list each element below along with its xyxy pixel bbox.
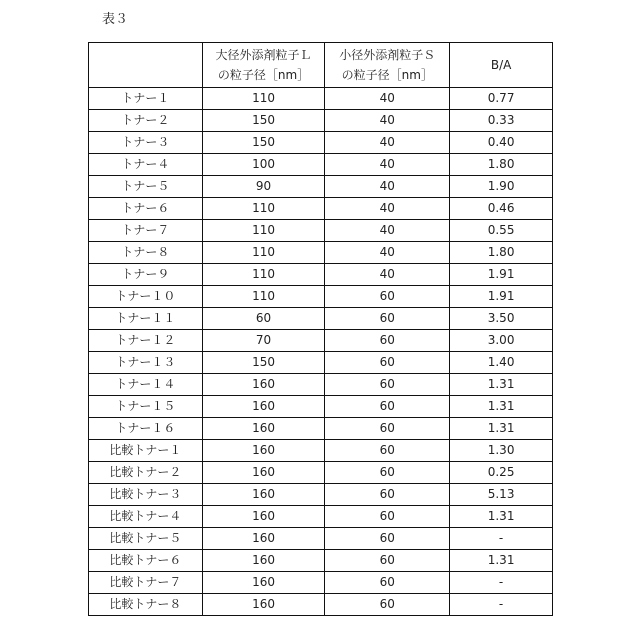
large-diameter-cell: 160 — [202, 418, 325, 440]
small-diameter-cell: 40 — [325, 154, 450, 176]
small-diameter-cell: 40 — [325, 176, 450, 198]
ratio-cell: 3.00 — [450, 330, 553, 352]
toner-name-cell: トナー５ — [89, 176, 203, 198]
table-row — [89, 330, 553, 352]
large-diameter-cell: 160 — [202, 462, 325, 484]
table-row — [89, 594, 553, 616]
ratio-cell: 1.31 — [450, 418, 553, 440]
toner-name-cell: トナー１０ — [89, 286, 203, 308]
toner-name-cell: 比較トナー１ — [89, 440, 203, 462]
ratio-cell: 1.90 — [450, 176, 553, 198]
header-ratio: B/A — [450, 43, 553, 88]
header-line: 小径外添剤粒子Ｓ — [325, 45, 449, 65]
small-diameter-cell: 40 — [325, 88, 450, 110]
table-row — [89, 286, 553, 308]
header-empty — [89, 43, 203, 88]
ratio-cell: - — [450, 594, 553, 616]
small-diameter-cell: 60 — [325, 462, 450, 484]
toner-name-cell: 比較トナー４ — [89, 506, 203, 528]
table-row — [89, 396, 553, 418]
small-diameter-cell: 60 — [325, 484, 450, 506]
large-diameter-cell: 160 — [202, 374, 325, 396]
small-diameter-cell: 60 — [325, 308, 450, 330]
ratio-cell: - — [450, 572, 553, 594]
header-line: の粒子径［nm］ — [325, 65, 449, 85]
ratio-cell: 1.91 — [450, 264, 553, 286]
small-diameter-cell: 60 — [325, 396, 450, 418]
toner-name-cell: 比較トナー８ — [89, 594, 203, 616]
ratio-cell: 3.50 — [450, 308, 553, 330]
large-diameter-cell: 110 — [202, 286, 325, 308]
small-diameter-cell: 40 — [325, 132, 450, 154]
ratio-cell: 1.31 — [450, 396, 553, 418]
large-diameter-cell: 110 — [202, 198, 325, 220]
toner-name-cell: トナー２ — [89, 110, 203, 132]
small-diameter-cell: 40 — [325, 198, 450, 220]
ratio-cell: 1.31 — [450, 374, 553, 396]
table-row — [89, 132, 553, 154]
toner-name-cell: トナー１１ — [89, 308, 203, 330]
table-row — [89, 154, 553, 176]
toner-name-cell: トナー３ — [89, 132, 203, 154]
ratio-cell: 0.40 — [450, 132, 553, 154]
toner-table — [88, 42, 553, 616]
large-diameter-cell: 160 — [202, 484, 325, 506]
table-row — [89, 374, 553, 396]
large-diameter-cell: 110 — [202, 88, 325, 110]
ratio-cell: 1.80 — [450, 242, 553, 264]
small-diameter-cell: 40 — [325, 242, 450, 264]
toner-name-cell: 比較トナー５ — [89, 528, 203, 550]
table-row — [89, 220, 553, 242]
small-diameter-cell: 40 — [325, 220, 450, 242]
table-row — [89, 440, 553, 462]
large-diameter-cell: 160 — [202, 506, 325, 528]
small-diameter-cell: 60 — [325, 594, 450, 616]
table-row — [89, 176, 553, 198]
small-diameter-cell: 60 — [325, 506, 450, 528]
small-diameter-cell: 40 — [325, 110, 450, 132]
header-line: の粒子径［nm］ — [203, 65, 325, 85]
table-row — [89, 462, 553, 484]
small-diameter-cell: 60 — [325, 550, 450, 572]
table-row — [89, 198, 553, 220]
toner-name-cell: トナー１２ — [89, 330, 203, 352]
table-row — [89, 528, 553, 550]
toner-name-cell: トナー４ — [89, 154, 203, 176]
large-diameter-cell: 160 — [202, 550, 325, 572]
large-diameter-cell: 60 — [202, 308, 325, 330]
large-diameter-cell: 150 — [202, 132, 325, 154]
toner-name-cell: トナー９ — [89, 264, 203, 286]
large-diameter-cell: 160 — [202, 396, 325, 418]
ratio-cell: 1.80 — [450, 154, 553, 176]
ratio-cell: 5.13 — [450, 484, 553, 506]
ratio-cell: 0.55 — [450, 220, 553, 242]
small-diameter-cell: 60 — [325, 286, 450, 308]
ratio-cell: 0.25 — [450, 462, 553, 484]
large-diameter-cell: 150 — [202, 110, 325, 132]
table-caption: 表３ — [102, 8, 128, 27]
table-row — [89, 110, 553, 132]
header-line: 大径外添剤粒子Ｌ — [203, 45, 325, 65]
ratio-cell: 1.91 — [450, 286, 553, 308]
table-row — [89, 484, 553, 506]
table-row — [89, 418, 553, 440]
large-diameter-cell: 160 — [202, 528, 325, 550]
table-row — [89, 506, 553, 528]
toner-name-cell: 比較トナー３ — [89, 484, 203, 506]
table-row — [89, 308, 553, 330]
toner-name-cell: 比較トナー２ — [89, 462, 203, 484]
header-large-particle — [202, 43, 325, 88]
large-diameter-cell: 160 — [202, 440, 325, 462]
ratio-cell: - — [450, 528, 553, 550]
table-row — [89, 550, 553, 572]
toner-name-cell: トナー１３ — [89, 352, 203, 374]
small-diameter-cell: 60 — [325, 352, 450, 374]
toner-name-cell: トナー８ — [89, 242, 203, 264]
header-row — [89, 43, 553, 88]
toner-name-cell: トナー６ — [89, 198, 203, 220]
large-diameter-cell: 110 — [202, 220, 325, 242]
table-row — [89, 242, 553, 264]
toner-name-cell: トナー１５ — [89, 396, 203, 418]
small-diameter-cell: 60 — [325, 418, 450, 440]
ratio-cell: 1.40 — [450, 352, 553, 374]
small-diameter-cell: 40 — [325, 264, 450, 286]
ratio-cell: 0.77 — [450, 88, 553, 110]
small-diameter-cell: 60 — [325, 528, 450, 550]
large-diameter-cell: 160 — [202, 572, 325, 594]
large-diameter-cell: 90 — [202, 176, 325, 198]
toner-name-cell: トナー７ — [89, 220, 203, 242]
small-diameter-cell: 60 — [325, 374, 450, 396]
toner-name-cell: トナー１ — [89, 88, 203, 110]
ratio-cell: 1.30 — [450, 440, 553, 462]
ratio-cell: 1.31 — [450, 550, 553, 572]
small-diameter-cell: 60 — [325, 572, 450, 594]
small-diameter-cell: 60 — [325, 330, 450, 352]
table-row — [89, 352, 553, 374]
header-small-particle — [325, 43, 450, 88]
ratio-cell: 0.46 — [450, 198, 553, 220]
ratio-cell: 0.33 — [450, 110, 553, 132]
toner-name-cell: トナー１４ — [89, 374, 203, 396]
table-row — [89, 572, 553, 594]
large-diameter-cell: 110 — [202, 242, 325, 264]
large-diameter-cell: 100 — [202, 154, 325, 176]
large-diameter-cell: 160 — [202, 594, 325, 616]
large-diameter-cell: 150 — [202, 352, 325, 374]
toner-name-cell: トナー１６ — [89, 418, 203, 440]
large-diameter-cell: 70 — [202, 330, 325, 352]
toner-name-cell: 比較トナー７ — [89, 572, 203, 594]
small-diameter-cell: 60 — [325, 440, 450, 462]
ratio-cell: 1.31 — [450, 506, 553, 528]
table-row — [89, 88, 553, 110]
table-row — [89, 264, 553, 286]
toner-name-cell: 比較トナー６ — [89, 550, 203, 572]
large-diameter-cell: 110 — [202, 264, 325, 286]
